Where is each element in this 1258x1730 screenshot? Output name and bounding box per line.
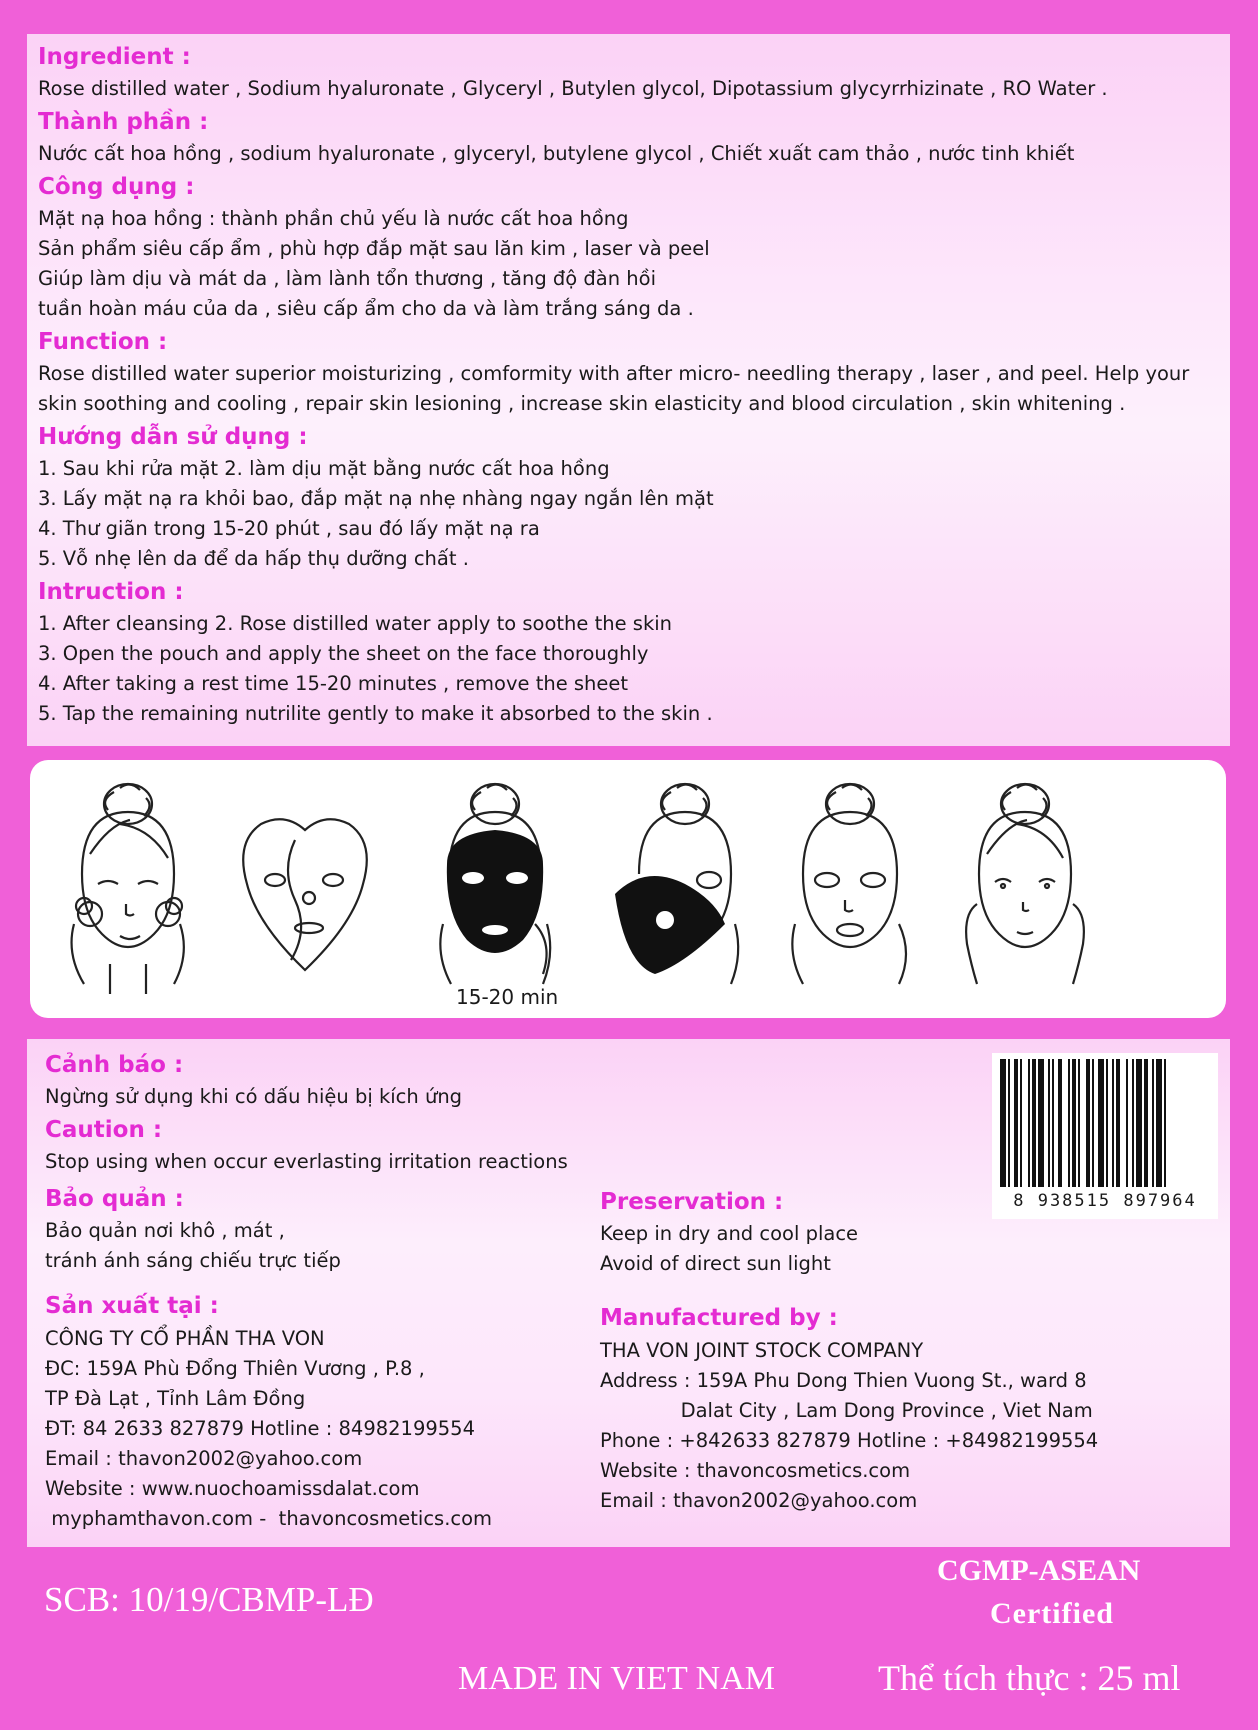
- wash-face-illustration: [60, 774, 190, 999]
- after-mask-illustration: [775, 774, 925, 999]
- thanh-phan-text: Nước cất hoa hồng , sodium hyaluronate , glyceryl, butylene glycol , Chiết xuất cam thảo , nước tinh khiết: [38, 142, 1075, 165]
- volume-label: Thể tích thực : 25 ml: [878, 1658, 1181, 1698]
- san-xuat-line: myphamthavon.com - thavoncosmetics.com: [45, 1507, 493, 1530]
- cgmp-label: CGMP-ASEAN: [937, 1554, 1141, 1587]
- made-in-label: MADE IN VIET NAM: [458, 1660, 776, 1697]
- san-xuat-line: CÔNG TY CỔ PHẦN THA VON: [45, 1327, 325, 1350]
- cong-dung-heading: Công dụng :: [38, 174, 195, 200]
- huong-dan-line: 3. Lấy mặt nạ ra khỏi bao, đắp mặt nạ nhẹ nhàng ngay ngắn lên mặt: [38, 487, 714, 510]
- instruction-line: 3. Open the pouch and apply the sheet on the face thoroughly: [38, 642, 649, 665]
- manufactured-line: Address : 159A Phu Dong Thien Vuong St., ward 8: [600, 1369, 1087, 1392]
- cong-dung-line: tuần hoàn máu của da , siêu cấp ẩm cho da và làm trắng sáng da .: [38, 297, 694, 320]
- instruction-line: 4. After taking a rest time 15-20 minutes , remove the sheet: [38, 672, 629, 695]
- preservation-line: Avoid of direct sun light: [600, 1252, 831, 1275]
- finished-face-illustration: [955, 774, 1095, 999]
- manufactured-line: THA VON JOINT STOCK COMPANY: [600, 1339, 924, 1362]
- remove-mask-illustration: [605, 774, 755, 999]
- thanh-phan-heading: Thành phần :: [38, 109, 209, 135]
- bao-quan-heading: Bảo quản :: [45, 1186, 184, 1212]
- preservation-heading: Preservation :: [600, 1189, 784, 1215]
- function-heading: Function :: [38, 329, 168, 355]
- instruction-line: 5. Tap the remaining nutrilite gently to make it absorbed to the skin .: [38, 702, 713, 725]
- black-mask-illustration: [425, 774, 565, 999]
- huong-dan-line: 5. Vỗ nhẹ lên da để da hấp thụ dưỡng chất .: [38, 547, 469, 570]
- instruction-line: 1. After cleansing 2. Rose distilled water apply to soothe the skin: [38, 612, 673, 635]
- cong-dung-line: Sản phẩm siêu cấp ẩm , phù hợp đắp mặt sau lăn kim , laser và peel: [38, 237, 710, 260]
- san-xuat-heading: Sản xuất tại :: [45, 1293, 219, 1319]
- info-panel: [27, 34, 1230, 746]
- san-xuat-line: Website : www.nuochoamissdalat.com: [45, 1477, 420, 1500]
- canh-bao-heading: Cảnh báo :: [45, 1052, 184, 1078]
- scb-code: SCB: 10/19/CBMP-LĐ: [44, 1580, 374, 1619]
- san-xuat-line: TP Đà Lạt , Tỉnh Lâm Đồng: [45, 1387, 306, 1410]
- barcode-bars: [992, 1053, 1218, 1191]
- huong-dan-line: 4. Thư giãn trong 15-20 phút , sau đó lấy mặt nạ ra: [38, 517, 540, 540]
- ingredient-text: Rose distilled water , Sodium hyaluronate , Glyceryl , Butylen glycol, Dipotassium glycyrrhizinate , RO Water .: [38, 77, 1108, 100]
- caution-text: Stop using when occur everlasting irritation reactions: [45, 1150, 568, 1173]
- manufactured-line: Website : thavoncosmetics.com: [600, 1459, 911, 1482]
- cong-dung-line: Mặt nạ hoa hồng : thành phần chủ yếu là nước cất hoa hồng: [38, 207, 629, 230]
- huong-dan-heading: Hướng dẫn sử dụng :: [38, 424, 308, 450]
- steps-illustration-box: [30, 760, 1226, 1018]
- mask-sheet-illustration: [235, 810, 375, 980]
- san-xuat-line: Email : thavon2002@yahoo.com: [45, 1447, 363, 1470]
- barcode-number: 8 938515 897964: [1013, 1191, 1197, 1211]
- barcode: [992, 1053, 1218, 1219]
- san-xuat-line: ĐC: 159A Phù Đổng Thiên Vương , P.8 ,: [45, 1357, 425, 1380]
- function-line: skin soothing and cooling , repair skin lesioning , increase skin elasticity and blood circulation , skin whitening .: [38, 392, 1126, 415]
- canh-bao-text: Ngừng sử dụng khi có dấu hiệu bị kích ứng: [45, 1085, 463, 1108]
- manufactured-line: Dalat City , Lam Dong Province , Viet Nam: [600, 1399, 1093, 1422]
- time-label: 15-20 min: [456, 985, 559, 1009]
- cong-dung-line: Giúp làm dịu và mát da , làm lành tổn thương , tăng độ đàn hồi: [38, 267, 657, 290]
- caution-heading: Caution :: [45, 1117, 163, 1143]
- manufactured-line: Phone : +842633 827879 Hotline : +84982199554: [600, 1429, 1099, 1452]
- huong-dan-line: 1. Sau khi rửa mặt 2. làm dịu mặt bằng nước cất hoa hồng: [38, 457, 610, 480]
- preservation-line: Keep in dry and cool place: [600, 1222, 859, 1245]
- san-xuat-line: ĐT: 84 2633 827879 Hotline : 84982199554: [45, 1417, 475, 1440]
- certified-label: Certified: [990, 1597, 1114, 1630]
- manufactured-heading: Manufactured by :: [600, 1305, 838, 1331]
- manufactured-line: Email : thavon2002@yahoo.com: [600, 1489, 918, 1512]
- bao-quan-line: Bảo quản nơi khô , mát ,: [45, 1219, 285, 1242]
- instruction-heading: Intruction :: [38, 579, 184, 605]
- bao-quan-line: tránh ánh sáng chiếu trực tiếp: [45, 1249, 341, 1272]
- ingredient-heading: Ingredient :: [38, 44, 191, 70]
- function-line: Rose distilled water superior moisturizing , comformity with after micro- needling therapy , laser , and peel. Help your: [38, 362, 1190, 385]
